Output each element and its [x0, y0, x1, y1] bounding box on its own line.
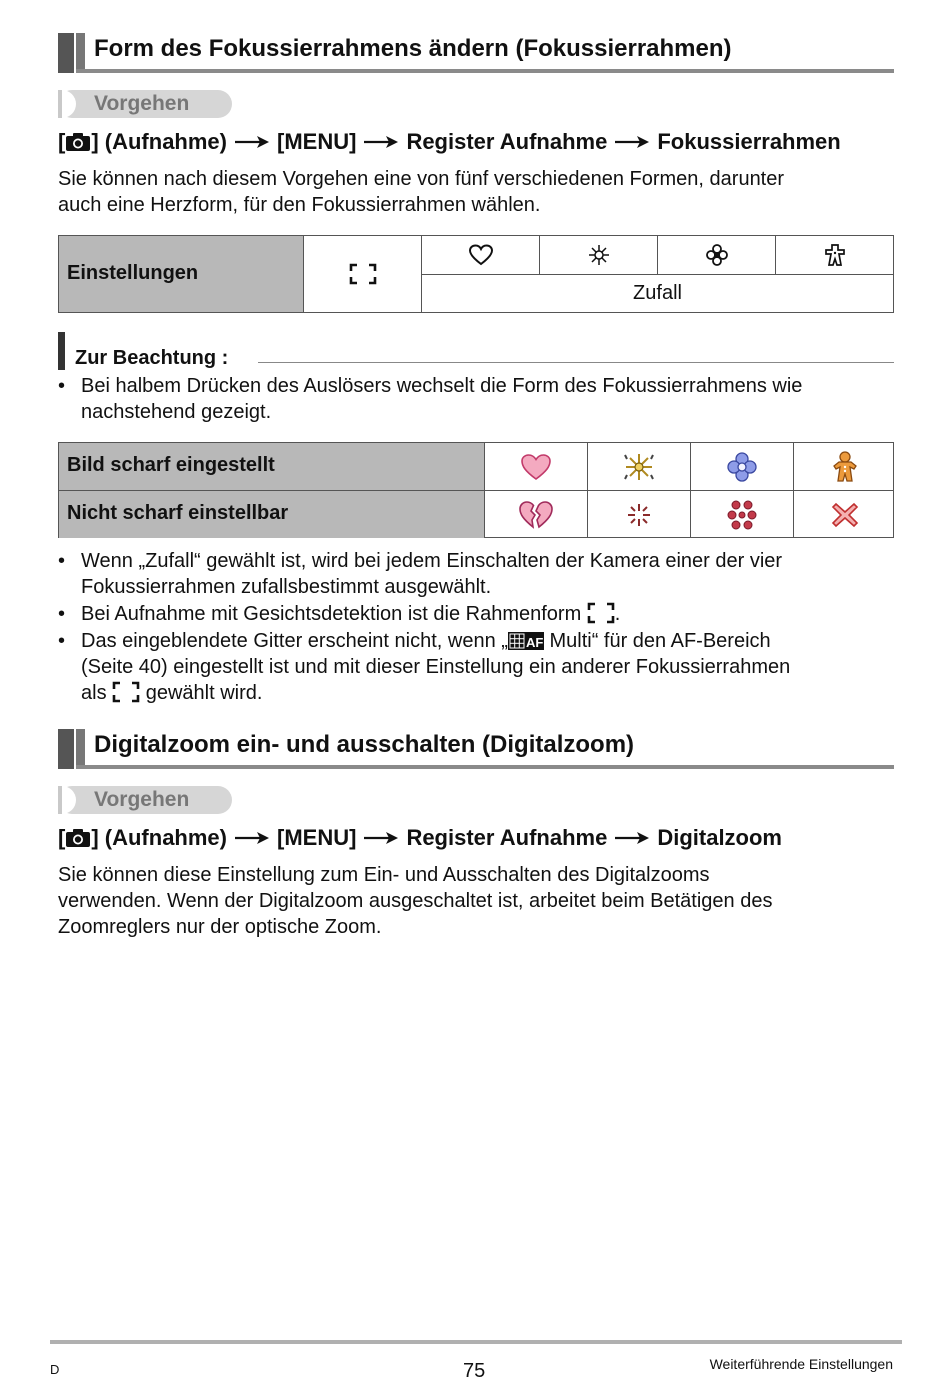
- paragraph-line: Sie können diese Einstellung zum Ein- und Ausschalten des Digitalzooms: [58, 864, 710, 886]
- bullet-line: Wenn „Zufall“ gewählt ist, wird bei jedem Einschalten der Kamera einer der vier: [81, 550, 783, 572]
- bullet-end: .: [614, 603, 621, 625]
- flower-frame-icon: [705, 244, 729, 266]
- path-menu: [MENU]: [277, 129, 357, 154]
- heart-cell: [422, 236, 540, 274]
- section-heading-digital-zoom: [58, 729, 894, 769]
- arrow-right-icon: [615, 832, 649, 844]
- bullet-line: als: [81, 682, 107, 704]
- bullet-line: Das eingeblendete Gitter erscheint nicht, wenn „: [81, 630, 508, 652]
- heading-bar: [58, 33, 74, 73]
- focused-flower-cell: [691, 443, 794, 490]
- procedure-label: Vorgehen: [94, 788, 190, 811]
- settings-label-cell: [59, 236, 304, 312]
- bullet-line: Bei halbem Drücken des Auslösers wechselt die Form des Fokussierrahmens wie: [81, 375, 803, 397]
- footer-language: D: [50, 1362, 60, 1377]
- paragraph-line: Zoomreglers nur der optische Zoom.: [58, 916, 382, 938]
- procedure-pill: [58, 786, 232, 814]
- note-title: Zur Beachtung :: [75, 347, 229, 369]
- note-bar: [58, 332, 65, 370]
- flower-focused-icon: [727, 452, 757, 482]
- intro-paragraph: [58, 166, 888, 218]
- bullet-line: Bei Aufnahme mit Gesichtsdetektion ist die Rahmenform: [81, 603, 582, 625]
- focused-heart-cell: [485, 443, 588, 490]
- random-option: Zufall: [633, 282, 682, 304]
- camera-icon: [65, 828, 91, 848]
- path-cam: (Aufnahme): [104, 825, 227, 850]
- path-target: Fokussierrahmen: [657, 129, 841, 154]
- paragraph-line: verwenden. Wenn der Digitalzoom ausgeschaltet ist, arbeitet beim Betätigen des: [58, 890, 773, 912]
- footer-chapter: Weiterführende Einstellungen: [709, 1356, 893, 1372]
- menu-path: [ ] (Aufnahme) [MENU] Register Aufnahme Digitalzoom: [58, 825, 782, 850]
- dim-sparkle-icon: [626, 502, 652, 528]
- section-title: Digitalzoom ein- und ausschalten (Digitalzoom): [94, 731, 635, 758]
- focus-state-table: [58, 442, 894, 538]
- path-cam: (Aufnahme): [104, 129, 227, 154]
- gingerbread-frame-icon: [824, 243, 846, 267]
- row-label: Bild scharf eingestellt: [67, 454, 275, 476]
- footer-rule: [50, 1340, 902, 1344]
- page-number: 75: [463, 1360, 486, 1382]
- section-title: Form des Fokussierrahmens ändern (Fokussierrahmen): [94, 35, 732, 62]
- procedure-pill: [58, 90, 232, 118]
- row-label: Nicht scharf einstellbar: [67, 502, 289, 524]
- cross-icon: [831, 501, 859, 529]
- scattered-flower-icon: [726, 500, 758, 530]
- bullet-line: Fokussierrahmen zufallsbestimmt ausgewählt.: [81, 576, 492, 598]
- unfocused-heart-cell: [485, 491, 588, 538]
- arrow-right-icon: [364, 832, 398, 844]
- arrow-right-icon: [615, 136, 649, 148]
- bullet-line: (Seite 40) eingestellt ist und mit dieser Einstellung ein anderer Fokussierrahmen: [81, 656, 791, 678]
- bracket-frame-icon: [587, 602, 615, 624]
- camera-icon: [65, 132, 91, 152]
- flower-cell: [658, 236, 776, 274]
- path-register: Register Aufnahme: [406, 825, 608, 850]
- intro-line: auch eine Herzform, für den Fokussierrahmen wählen.: [58, 194, 541, 216]
- heading-bar: [58, 729, 74, 769]
- intro-line: Sie können nach diesem Vorgehen eine von fünf verschiedenen Formen, darunter: [58, 168, 785, 190]
- arrow-right-icon: [235, 832, 269, 844]
- path-target: Digitalzoom: [657, 825, 782, 850]
- focused-gingerbread-cell: [794, 443, 896, 490]
- bullet-line: Multi“ für den AF-Bereich: [543, 630, 771, 652]
- heart-focused-icon: [520, 453, 552, 481]
- note-heading: [58, 332, 894, 370]
- bullet-line: gewählt wird.: [145, 682, 263, 704]
- table-row: [59, 491, 893, 538]
- path-register: Register Aufnahme: [406, 129, 608, 154]
- zoom-paragraph: [58, 862, 888, 940]
- section-heading-focus-frame: [58, 33, 894, 73]
- heading-rule: [76, 765, 894, 769]
- heart-frame-icon: [469, 244, 493, 266]
- settings-label: Einstellungen: [67, 262, 199, 284]
- svg-text:AF: AF: [525, 635, 544, 650]
- bracket-frame-icon: [112, 681, 140, 703]
- settings-table: [58, 235, 894, 313]
- bracket-frame-icon: [349, 263, 377, 285]
- bullet-line: nachstehend gezeigt.: [81, 401, 272, 423]
- shape-icons-row: [422, 236, 893, 275]
- path-menu: [MENU]: [277, 825, 357, 850]
- unfocused-gingerbread-cell: [794, 491, 896, 538]
- gingerbread-focused-icon: [832, 451, 858, 483]
- heading-bar: [76, 33, 85, 73]
- arrow-right-icon: [235, 136, 269, 148]
- sparkle-cell: [540, 236, 658, 274]
- heading-bar: [76, 729, 85, 769]
- note-rule: [258, 362, 894, 363]
- focused-sparkle-cell: [588, 443, 691, 490]
- bracket-frame-cell: [304, 236, 422, 312]
- sparkle-frame-icon: [588, 244, 610, 266]
- gingerbread-cell: [776, 236, 893, 274]
- multi-af-icon: [508, 631, 544, 651]
- broken-heart-icon: [518, 500, 554, 530]
- heading-rule: [76, 69, 894, 73]
- sparkle-focused-icon: [620, 451, 658, 483]
- arrow-right-icon: [364, 136, 398, 148]
- unfocused-sparkle-cell: [588, 491, 691, 538]
- table-row: [59, 443, 893, 491]
- procedure-label: Vorgehen: [94, 92, 190, 115]
- menu-path: [ ] (Aufnahme) [MENU] Register Aufnahme Fokussierrahmen: [58, 129, 841, 154]
- unfocused-flower-cell: [691, 491, 794, 538]
